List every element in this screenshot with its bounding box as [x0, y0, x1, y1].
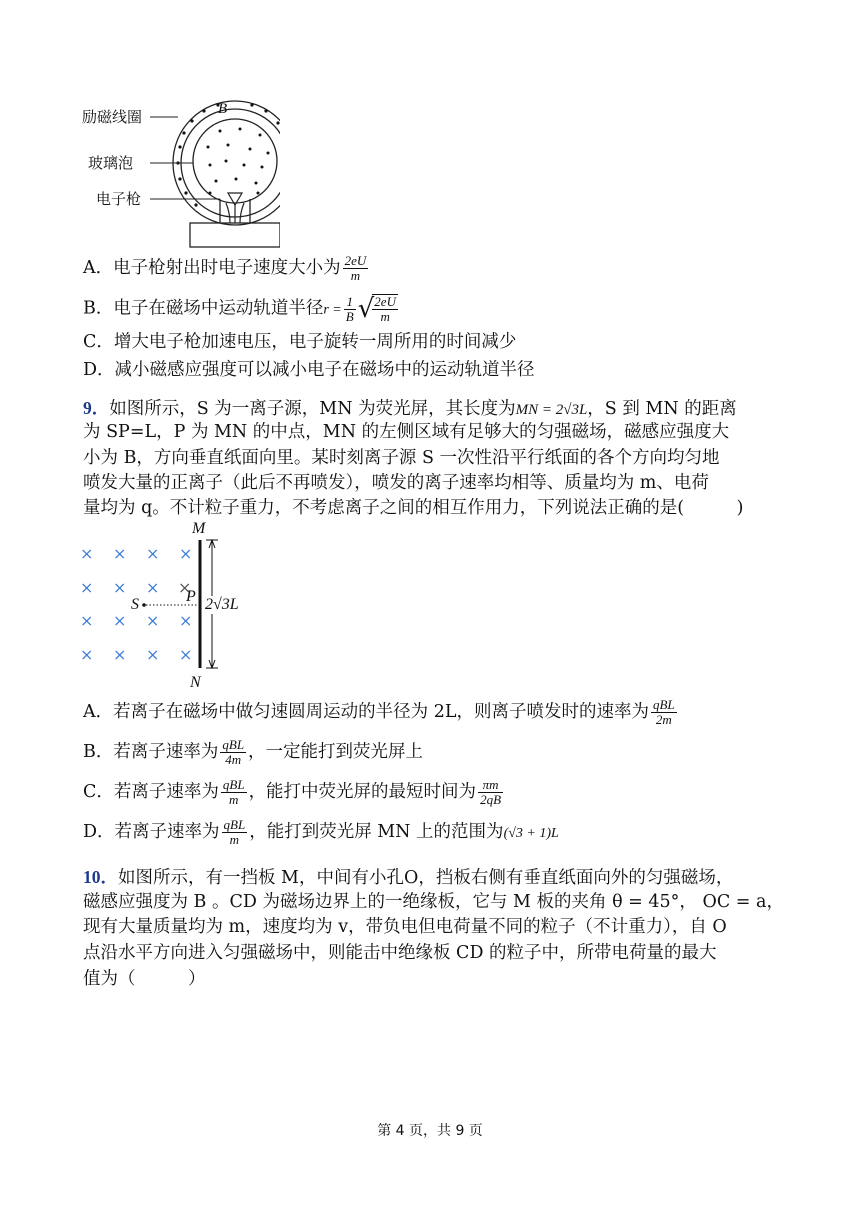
page-footer: 第 4 页，共 9 页: [377, 1123, 483, 1139]
q8-option-c: C．增大电子枪加速电压，电子旋转一周所用的时间减少: [83, 332, 517, 352]
question-number-10: 10．: [83, 867, 118, 887]
label-coil: 励磁线圈: [82, 108, 143, 126]
label-gun: 电子枪: [96, 190, 142, 208]
q8-option-b: B．电子在磁场中运动轨道半径r = $\frac{1}{B}$ √ $\frac{2eU}{m}$: [83, 293, 396, 324]
label-s: S: [131, 596, 139, 613]
q9-line-3: 小为 B，方向垂直纸面向里。某时刻离子源 S 一次性沿平行纸面的各个方向均匀地: [83, 448, 720, 468]
q9-option-b: B．若离子速率为 $\frac{\text{qBL}}{4m}$ ，一定能打到荧光屏上: [83, 737, 424, 767]
field-dots: [207, 128, 270, 195]
apparatus-base: [190, 223, 280, 247]
q10-line-1: 10．如图所示，有一挡板 M，中间有小孔O，挡板右侧有垂直纸面向外的匀强磁场，: [83, 867, 734, 888]
q9-option-a: A．若离子在磁场中做匀速圆周运动的半径为 2L，则离子喷发时的速率为 $\frac{\text{qBL}}{2m}$: [83, 697, 675, 727]
label-m: M: [192, 520, 206, 537]
q9-option-c: C．若离子速率为 $\frac{\text{qBL}}{m}$ ，能打中荧光屏的最短时间为 $\frac{\pi m}{2qB}$: [83, 777, 502, 807]
q10-line-5: 值为（ ）: [83, 969, 206, 989]
q8-option-d: D．减小磁感应强度可以减小电子在磁场中的运动轨道半径: [83, 360, 535, 380]
q9-line-4: 喷发大量的正离子（此后不再喷发），喷发的离子速率均相等、质量均为 m、电荷: [83, 473, 709, 493]
label-b-field: B: [218, 101, 228, 117]
q9-line-5: 量均为 q。不计粒子重力，不考虑离子之间的相互作用力，下列说法正确的是( ): [83, 498, 744, 518]
glass-bulb: [193, 119, 277, 203]
q10-line-2: 磁感应强度为 B 。CD 为磁场边界上的一绝缘板，它与 M 板的夹角 θ = 45°， OC = a，: [83, 892, 784, 912]
q10-line-3: 现有大量质量均为 m，速度均为 v，带负电但电荷量不同的粒子（不计重力），自 O: [83, 917, 727, 937]
coil-inner: [181, 109, 280, 217]
label-n: N: [190, 674, 201, 691]
question-number-9: 9．: [83, 398, 110, 418]
label-bulb: 玻璃泡: [88, 154, 134, 172]
q9-line-2: 为 SP=L，P 为 MN 的中点，MN 的左侧区域有足够大的匀强磁场，磁感应强度大: [83, 422, 730, 442]
q8-option-a: A．电子枪射出时电子速度大小为 $\frac{2eU}{m}$: [83, 253, 367, 283]
label-length: 2√3L: [205, 596, 239, 613]
q9-option-d: D．若离子速率为 $\frac{\text{qBL}}{m}$ ，能打到荧光屏 MN 上的范围为(√3 + 1)L: [83, 817, 559, 847]
q10-line-4: 点沿水平方向进入匀强磁场中，则能击中绝缘板 CD 的粒子中，所带电荷量的最大: [83, 943, 717, 963]
q9-line-1: 9．如图所示，S 为一离子源，MN 为荧光屏，其长度为MN = 2√3L，S 到 MN 的距离: [83, 398, 737, 419]
frac-q8a: $\frac{2eU}{m}$: [344, 253, 367, 283]
label-p: P: [186, 588, 196, 605]
